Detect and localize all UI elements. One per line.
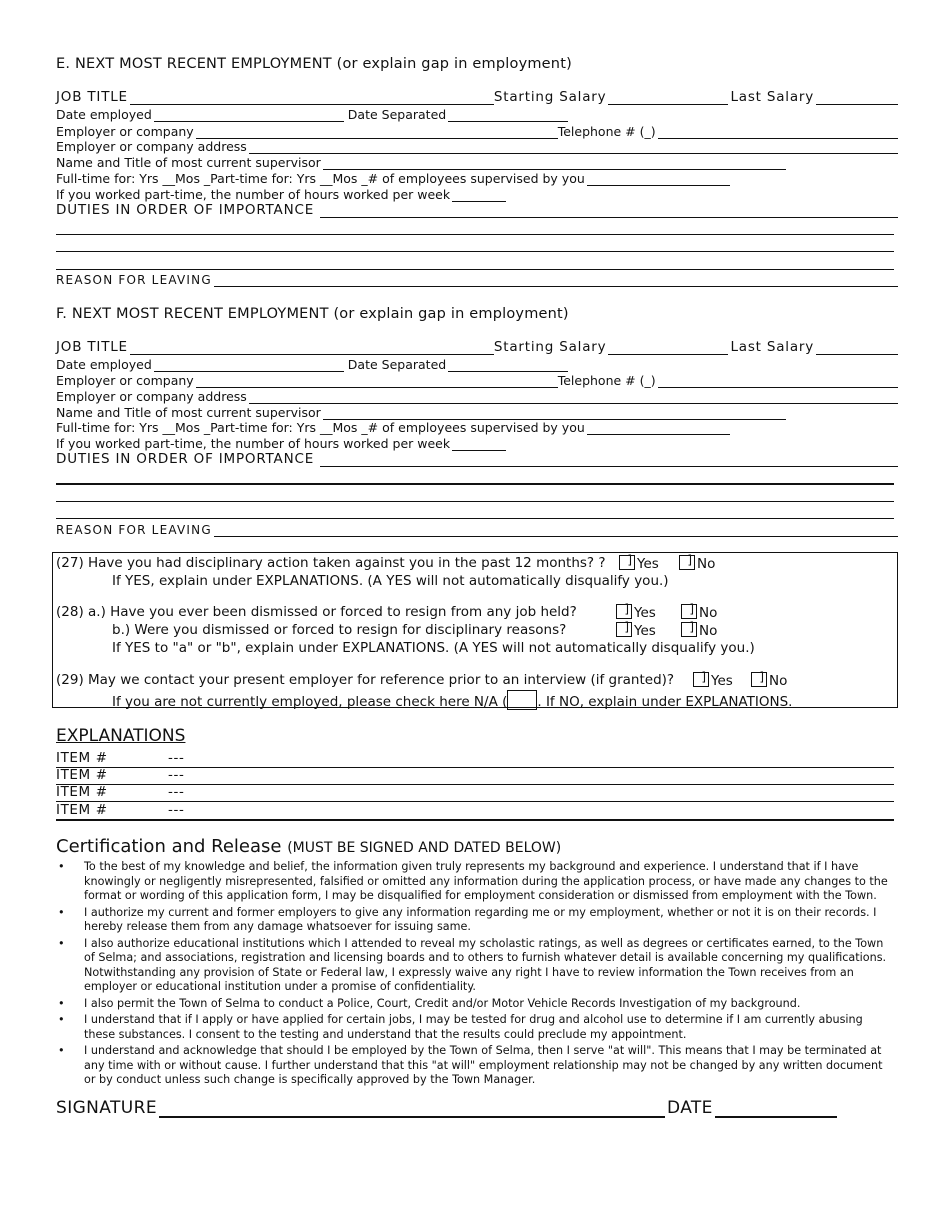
date-employed-label: Date employed: [56, 357, 152, 372]
section-e-heading: E. NEXT MOST RECENT EMPLOYMENT (or explain gap in employment): [56, 56, 572, 72]
item-label: ITEM #: [56, 750, 108, 766]
certification-bullet: • I also authorize educational institutions which I attended to reveal my scholastic ratings, as well as degrees or certificates earned, to the Town of Selma; and associations, registration and licensing boards and to others to furnish whatever detail is available concerning my qualifications. Notwithstanding any provision of State or Federal law, I expressly waive any right I have to review information the Town receives from an employer or educational institution under a promise of confidentiality.: [56, 937, 896, 995]
last-salary-field[interactable]: [816, 92, 898, 105]
reason-row: [56, 270, 898, 287]
item-label: ITEM #: [56, 802, 108, 818]
date-label: DATE: [667, 1098, 713, 1118]
address-row: [56, 387, 898, 404]
section-f-heading: F. NEXT MOST RECENT EMPLOYMENT (or explain gap in employment): [56, 306, 569, 322]
certification-list: [56, 860, 896, 1090]
fulltime-row: [56, 418, 730, 435]
last-salary-label: Last Salary: [730, 89, 815, 105]
starting-salary-field[interactable]: [608, 92, 728, 105]
yes-label: Yes: [634, 623, 656, 639]
reason-field[interactable]: [214, 274, 898, 287]
reason-row: [56, 520, 898, 537]
signature-field[interactable]: [159, 1098, 665, 1118]
item-label: ITEM #: [56, 784, 108, 800]
certification-subtitle: (MUST BE SIGNED AND DATED BELOW): [287, 840, 562, 856]
duties-field[interactable]: [320, 454, 898, 467]
explanation-item[interactable]: [56, 802, 894, 821]
signature-row: [56, 1098, 846, 1118]
duties-line[interactable]: [56, 501, 894, 502]
starting-salary-label: Starting Salary: [493, 339, 607, 355]
duties-label: DUTIES IN ORDER OF IMPORTANCE: [56, 451, 315, 467]
fulltime-row: [56, 169, 730, 186]
q28b-yes-checkbox[interactable]: [616, 622, 632, 637]
job-title-row: [56, 88, 898, 105]
certification-heading: Certification and Release: [56, 836, 282, 857]
certification-bullet: • I understand and acknowledge that should I be employed by the Town of Selma, then I serve "at will". This means that I may be terminated at any time with or without cause. I further understand that this "at will" employment relationship may not be changed by any written document or by conduct unless such change is specifically approved by the Town Manager.: [56, 1044, 896, 1088]
job-title-field[interactable]: [130, 92, 494, 105]
q28b-no-option: [681, 622, 717, 639]
fulltime-label: Full-time for: Yrs __Mos _Part-time for: Yrs __Mos _# of employees supervised by you: [56, 171, 585, 186]
q28a-yes-checkbox[interactable]: [616, 604, 632, 619]
duties-line[interactable]: [56, 234, 894, 235]
q27-yes-checkbox[interactable]: [619, 555, 635, 570]
supervisor-label: Name and Title of most current supervisor: [56, 155, 321, 170]
no-label: No: [699, 623, 718, 639]
duties-row: [56, 201, 898, 218]
parttime-hours-label: If you worked part-time, the number of hours worked per week: [56, 187, 451, 202]
date-field[interactable]: [715, 1098, 837, 1118]
q28b-no-checkbox[interactable]: [681, 622, 697, 637]
parttime-row: [56, 434, 506, 451]
duties-line[interactable]: [56, 518, 894, 519]
no-label: No: [699, 605, 718, 621]
supervisor-label: Name and Title of most current supervisor: [56, 405, 321, 420]
yes-label: Yes: [634, 605, 656, 621]
q29-yes-option: [693, 672, 733, 689]
date-separated-label: Date Separated: [347, 357, 447, 372]
certification-bullet: • To the best of my knowledge and belief, the information given truly represents my background and experience. I understand that if I have knowingly or negligently misrepresented, falsified or omitted any information during the application process, or have made any changes to the format or wording of this application form, I may be disqualified for employment consideration or dismissed from employment with the Town.: [56, 860, 896, 904]
na-checkbox[interactable]: [507, 690, 537, 710]
duties-field[interactable]: [320, 205, 898, 218]
employer-label: Employer or company: [56, 373, 194, 388]
starting-salary-label: Starting Salary: [493, 89, 607, 105]
employer-label: Employer or company: [56, 124, 194, 139]
q29-no-checkbox[interactable]: [751, 672, 767, 687]
parttime-row: [56, 185, 506, 202]
signature-label: SIGNATURE: [56, 1098, 157, 1118]
explanations-title: EXPLANATIONS: [56, 726, 186, 746]
explanation-item[interactable]: [56, 750, 894, 768]
q28a-no-checkbox[interactable]: [681, 604, 697, 619]
no-label: No: [769, 673, 788, 689]
date-separated-label: Date Separated: [347, 107, 447, 122]
supervised-count-field[interactable]: [587, 173, 730, 186]
job-title-label: JOB TITLE: [56, 89, 128, 105]
q28-note: If YES to "a" or "b", explain under EXPLANATIONS. (A YES will not automatically disqualify you.): [112, 640, 755, 656]
duties-label: DUTIES IN ORDER OF IMPORTANCE: [56, 202, 315, 218]
yes-label: Yes: [711, 673, 733, 689]
certification-title: [56, 836, 561, 857]
reason-field[interactable]: [214, 524, 898, 537]
date-employed-row: [56, 105, 898, 122]
duties-line[interactable]: [56, 483, 894, 485]
fulltime-label: Full-time for: Yrs __Mos _Part-time for: Yrs __Mos _# of employees supervised by you: [56, 420, 585, 435]
parttime-hours-label: If you worked part-time, the number of hours worked per week: [56, 436, 451, 451]
yes-label: Yes: [637, 556, 659, 572]
q28b-text: b.) Were you dismissed or forced to resign for disciplinary reasons?: [112, 622, 567, 638]
job-title-label: JOB TITLE: [56, 339, 128, 355]
address-label: Employer or company address: [56, 139, 247, 154]
q29-yes-checkbox[interactable]: [693, 672, 709, 687]
duties-line[interactable]: [56, 251, 894, 252]
date-separated-field[interactable]: [448, 109, 568, 122]
q27-no-option: [679, 555, 715, 572]
item-value: ---: [168, 784, 185, 800]
q29-text: (29) May we contact your present employer for reference prior to an interview (if granted)?: [56, 672, 675, 688]
telephone-label: Telephone # (_): [557, 124, 656, 139]
q29-note-end: . If NO, explain under EXPLANATIONS.: [537, 694, 793, 710]
explanation-item[interactable]: [56, 784, 894, 802]
date-employed-row: [56, 355, 898, 372]
reason-label: REASON FOR LEAVING: [56, 273, 212, 287]
no-label: No: [697, 556, 716, 572]
supervised-count-field[interactable]: [587, 422, 730, 435]
q28a-no-option: [681, 604, 717, 621]
q29-note: [112, 690, 792, 710]
q28b-yes-option: [616, 622, 656, 639]
supervisor-row: [56, 153, 786, 170]
q28a-text: (28) a.) Have you ever been dismissed or forced to resign from any job held?: [56, 604, 577, 620]
item-value: ---: [168, 750, 185, 766]
telephone-label: Telephone # (_): [557, 373, 656, 388]
explanation-item[interactable]: [56, 767, 894, 785]
date-employed-label: Date employed: [56, 107, 152, 122]
date-employed-field[interactable]: [154, 109, 344, 122]
last-salary-label: Last Salary: [730, 339, 815, 355]
address-label: Employer or company address: [56, 389, 247, 404]
item-value: ---: [168, 802, 185, 818]
q27-no-checkbox[interactable]: [679, 555, 695, 570]
starting-salary-field[interactable]: [608, 342, 728, 355]
job-title-row: [56, 338, 898, 355]
reason-label: REASON FOR LEAVING: [56, 523, 212, 537]
job-title-field[interactable]: [130, 342, 494, 355]
last-salary-field[interactable]: [816, 342, 898, 355]
q27-yes-option: [619, 555, 659, 572]
q27-note: If YES, explain under EXPLANATIONS. (A YES will not automatically disqualify you.): [112, 573, 669, 589]
certification-bullet: • I also permit the Town of Selma to conduct a Police, Court, Credit and/or Motor Vehicle Records Investigation of my background.: [56, 997, 896, 1012]
certification-bullet: • I understand that if I apply or have applied for certain jobs, I may be tested for drug and alcohol use to determine if I am currently abusing these substances. I consent to the testing and understand that the results could preclude my appointment.: [56, 1013, 896, 1042]
q29-note-start: If you are not currently employed, please check here N/A (: [112, 694, 508, 710]
questions-box: [52, 552, 898, 708]
address-row: [56, 137, 898, 154]
q27-text: (27) Have you had disciplinary action taken against you in the past 12 months? ?: [56, 555, 606, 571]
q28a-yes-option: [616, 604, 656, 621]
item-label: ITEM #: [56, 767, 108, 783]
duties-row: [56, 450, 898, 467]
q29-no-option: [751, 672, 787, 689]
item-value: ---: [168, 767, 185, 783]
certification-bullet: • I authorize my current and former employers to give any information regarding me or my employment, whether or not it is on their records. I hereby release them from any damage whatsoever for issuing same.: [56, 906, 896, 935]
employer-row: [56, 371, 898, 388]
